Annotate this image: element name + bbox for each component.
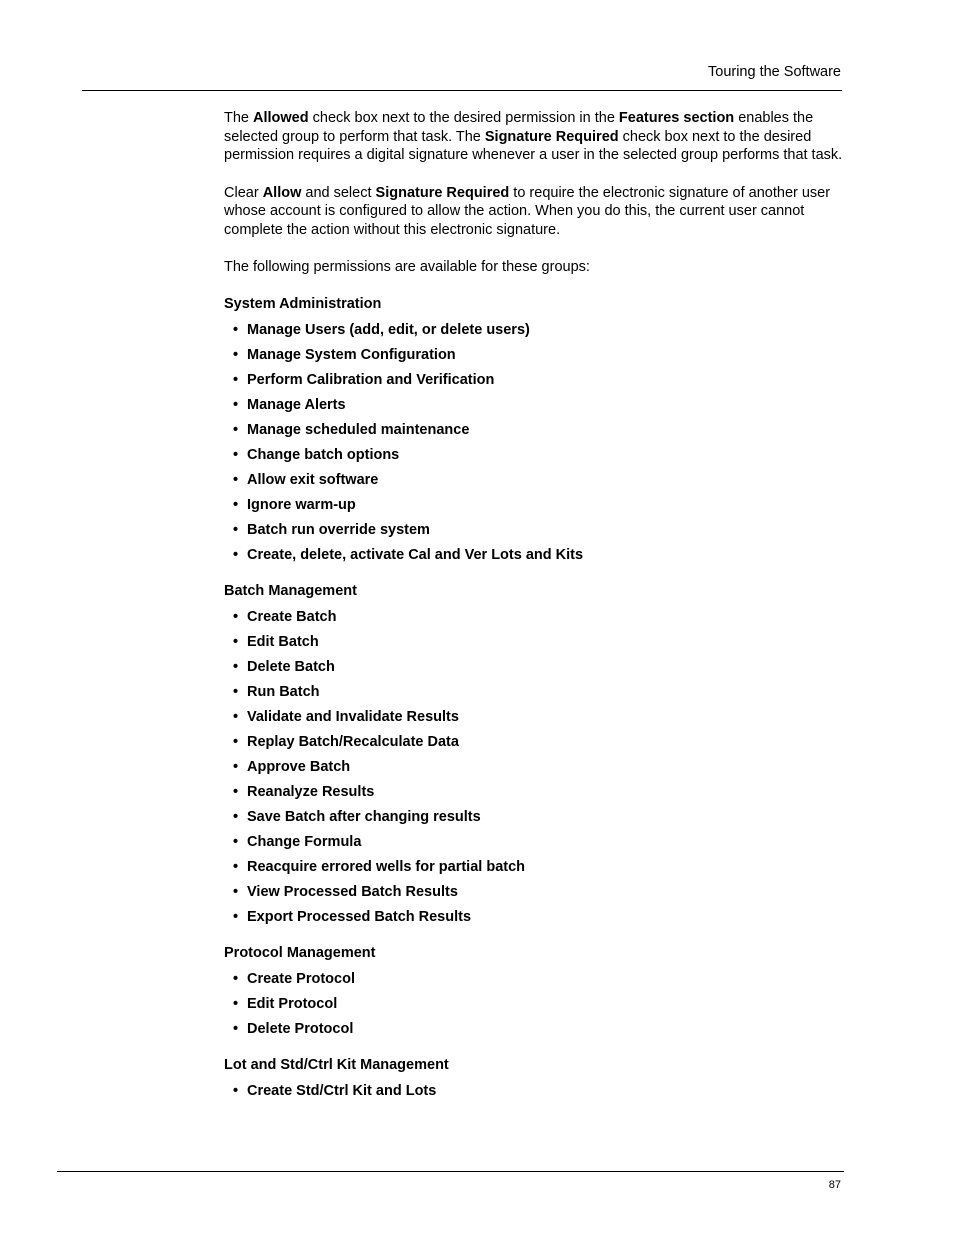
list-item-label: Validate and Invalidate Results [247, 709, 459, 726]
body-paragraph [224, 258, 844, 277]
bullet-icon: • [233, 784, 239, 801]
running-header: Touring the Software [708, 64, 841, 80]
bullet-icon: • [233, 547, 239, 564]
bullet-icon: • [233, 884, 239, 901]
list-item-label: Edit Protocol [247, 996, 338, 1013]
list-item [224, 995, 844, 1013]
list-item-label: Manage Users (add, edit, or delete users) [247, 322, 530, 339]
list-item [224, 1020, 844, 1038]
bullet-icon: • [233, 397, 239, 414]
list-item-label: Save Batch after changing results [247, 809, 481, 826]
list-item [224, 321, 844, 339]
permission-list [224, 321, 844, 564]
list-item-label: Export Processed Batch Results [247, 909, 472, 926]
bullet-icon: • [233, 909, 239, 926]
bullet-icon: • [233, 522, 239, 539]
body-paragraph [224, 184, 844, 240]
section-heading: Lot and Std/Ctrl Kit Management [224, 1057, 449, 1074]
body-paragraph [224, 109, 844, 165]
list-item-label: Run Batch [247, 684, 320, 701]
bold-term: Allowed [253, 110, 309, 126]
section-heading: Batch Management [224, 583, 357, 600]
list-item [224, 421, 844, 439]
bullet-icon: • [233, 734, 239, 751]
bullet-icon: • [233, 609, 239, 626]
list-item-label: Approve Batch [247, 759, 351, 776]
list-item [224, 496, 844, 514]
permission-list [224, 608, 844, 926]
list-item-label: Reacquire errored wells for partial batch [247, 859, 526, 876]
text-run: to require the electronic signature of another user whose account is configured to allow the action. When you do this, the current user cannot complete the action without this electronic signature. [224, 184, 831, 239]
list-item [224, 683, 844, 701]
bullet-icon: • [233, 322, 239, 339]
list-item-label: Allow exit software [247, 472, 379, 489]
text-run: and select [301, 184, 376, 201]
list-item [224, 471, 844, 489]
permission-list [224, 970, 844, 1038]
text-run: check box next to the desired permission requires a digital signature whenever a user in the selected group performs that task. [224, 128, 843, 164]
list-item-label: Delete Batch [247, 659, 335, 676]
list-item-label: Create, delete, activate Cal and Ver Lots and Kits [247, 547, 584, 564]
permission-section [224, 295, 844, 564]
list-item-label: Change Formula [247, 834, 362, 851]
header-divider [82, 90, 842, 91]
bullet-icon: • [233, 497, 239, 514]
bullet-icon: • [233, 759, 239, 776]
list-item [224, 446, 844, 464]
list-item-label: Create Batch [247, 609, 337, 626]
text-run: The following permissions are available for these groups: [224, 259, 590, 276]
bullet-icon: • [233, 709, 239, 726]
list-item-label: Create Protocol [247, 971, 355, 988]
list-item-label: Manage Alerts [247, 397, 346, 414]
text-run: Clear [224, 184, 263, 201]
bullet-icon: • [233, 859, 239, 876]
list-item-label: Perform Calibration and Verification [247, 372, 495, 389]
list-item-label: Manage scheduled maintenance [247, 422, 470, 439]
bold-term: Signature Required [484, 128, 619, 145]
bullet-icon: • [233, 347, 239, 364]
bullet-icon: • [233, 472, 239, 489]
footer-divider [57, 1171, 844, 1172]
bullet-icon: • [233, 659, 239, 676]
list-item [224, 371, 844, 389]
text-run: The [224, 110, 254, 126]
list-item [224, 908, 844, 926]
list-item [224, 658, 844, 676]
permission-section [224, 944, 844, 1038]
list-item-label: Delete Protocol [247, 1021, 354, 1038]
list-item-label: Ignore warm-up [247, 497, 356, 514]
intro-paragraphs [224, 109, 844, 277]
bullet-icon: • [233, 684, 239, 701]
bullet-icon: • [233, 447, 239, 464]
bullet-icon: • [233, 834, 239, 851]
bold-term: Features section [618, 110, 735, 126]
bullet-icon: • [233, 1083, 239, 1100]
section-heading: System Administration [224, 296, 382, 313]
bold-term: Allow [262, 184, 302, 201]
list-item [224, 833, 844, 851]
list-item [224, 883, 844, 901]
list-item [224, 708, 844, 726]
list-item [224, 758, 844, 776]
list-item [224, 733, 844, 751]
list-item-label: Manage System Configuration [247, 347, 456, 364]
list-item-label: Change batch options [247, 447, 400, 464]
bullet-icon: • [233, 971, 239, 988]
list-item [224, 346, 844, 364]
list-item [224, 546, 844, 564]
bullet-icon: • [233, 422, 239, 439]
list-item-label: Batch run override system [247, 522, 430, 539]
list-item-label: Edit Batch [247, 634, 319, 651]
list-item-label: Create Std/Ctrl Kit and Lots [247, 1083, 437, 1100]
list-item-label: Reanalyze Results [247, 784, 375, 801]
list-item [224, 1082, 844, 1100]
bullet-icon: • [233, 634, 239, 651]
bullet-icon: • [233, 996, 239, 1013]
section-heading: Protocol Management [224, 945, 376, 962]
list-item [224, 521, 844, 539]
permission-section [224, 582, 844, 926]
page-body [224, 109, 844, 1118]
text-run: check box next to the desired permission in the [308, 110, 619, 126]
list-item-label: View Processed Batch Results [247, 884, 458, 901]
page-number: 87 [828, 1179, 841, 1191]
list-item [224, 396, 844, 414]
list-item-label: Replay Batch/Recalculate Data [247, 734, 459, 751]
permission-sections [224, 295, 844, 1100]
list-item [224, 608, 844, 626]
permission-list [224, 1082, 844, 1100]
list-item [224, 970, 844, 988]
bullet-icon: • [233, 1021, 239, 1038]
bullet-icon: • [233, 809, 239, 826]
text-run: enables the selected group to perform that task. The [224, 110, 814, 145]
list-item [224, 633, 844, 651]
list-item [224, 858, 844, 876]
bullet-icon: • [233, 372, 239, 389]
list-item [224, 808, 844, 826]
list-item [224, 783, 844, 801]
bold-term: Signature Required [375, 184, 510, 201]
permission-section [224, 1056, 844, 1100]
